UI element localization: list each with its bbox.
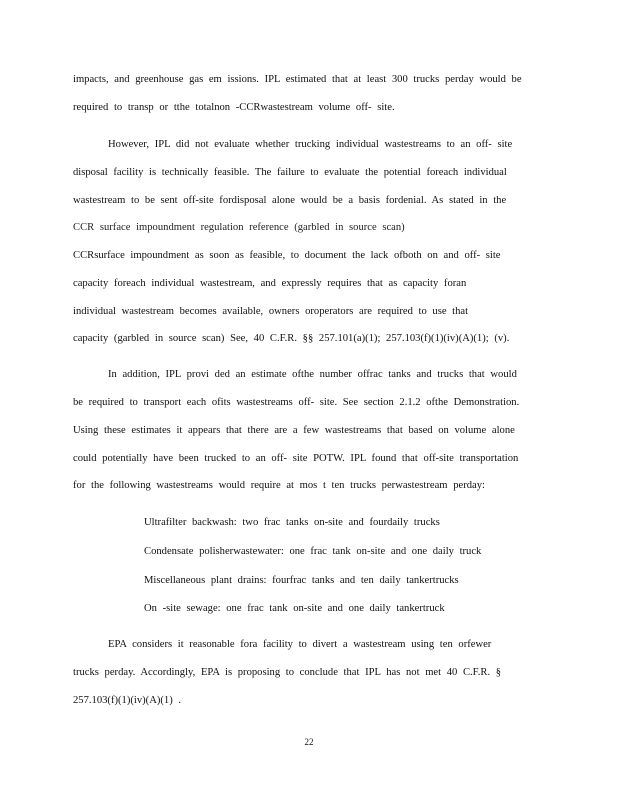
text-line: could potentially have been trucked to an off- site POTW. IPL found that off-site transportation (73, 453, 519, 464)
text-line: disposal facility is technically feasible. The failure to evaluate the potential foreach individual (73, 167, 507, 178)
list-item-text: Miscellaneous plant drains: fourfrac tanks and ten daily tankertrucks (144, 575, 459, 586)
list-item-text: Condensate polisherwastewater: one frac tank on-site and one daily truck (144, 546, 482, 557)
text-line: trucks perday. Accordingly, EPA is proposing to conclude that IPL has not met 40 C.F.R. § (73, 667, 502, 678)
list-item (128, 574, 528, 588)
text-line: impacts, and greenhouse gas em issions. IPL estimated that at least 300 trucks perday would be (73, 74, 522, 85)
text-line: required to transp or tthe totalnon -CCRwastestream volume off- site. (73, 102, 395, 113)
text-line: for the following wastestreams would require at mos t ten trucks perwastestream perday: (73, 480, 485, 491)
text-line: CCRsurface impoundment as soon as feasible, to document the lack ofboth on and off- site (73, 250, 501, 261)
text-line: wastestream to be sent off-site fordisposal alone would be a basis fordenial. As stated in the (73, 195, 507, 206)
text-line: 257.103(f)(1)(iv)(A)(1) . (73, 695, 182, 706)
page-number: 22 (304, 737, 314, 747)
text-line: be required to transport each ofits wastestreams off- site. See section 2.1.2 ofthe Demonstration. (73, 397, 520, 408)
text-line: individual wastestream becomes available, owners oroperators are required to use that (73, 306, 469, 317)
text-line: Using these estimates it appears that there are a few wastestreams that based on volume alone (73, 425, 515, 436)
text-line: However, IPL did not evaluate whether trucking individual wastestreams to an off- site (108, 139, 513, 150)
list-item (128, 516, 528, 530)
text-line: capacity (garbled in source scan) See, 40 C.F.R. §§ 257.101(a)(1); 257.103(f)(1)(iv)(A)(1); (v). (73, 333, 510, 344)
text-line: In addition, IPL provi ded an estimate ofthe number offrac tanks and trucks that would (108, 369, 517, 380)
garbled-text-line: CCR surface impoundment regulation reference (garbled in source scan) (73, 222, 405, 233)
text-line: capacity foreach individual wastestream, and expressly requires that as capacity foran (73, 278, 467, 289)
text-line: EPA considers it reasonable fora facility to divert a wastestream using ten orfewer (108, 639, 492, 650)
list-item-text: On -site sewage: one frac tank on-site and one daily tankertruck (144, 603, 445, 614)
list-item-text: Ultrafilter backwash: two frac tanks on-site and fourdaily trucks (144, 517, 440, 528)
list-item (128, 545, 528, 559)
list-item (128, 602, 528, 616)
